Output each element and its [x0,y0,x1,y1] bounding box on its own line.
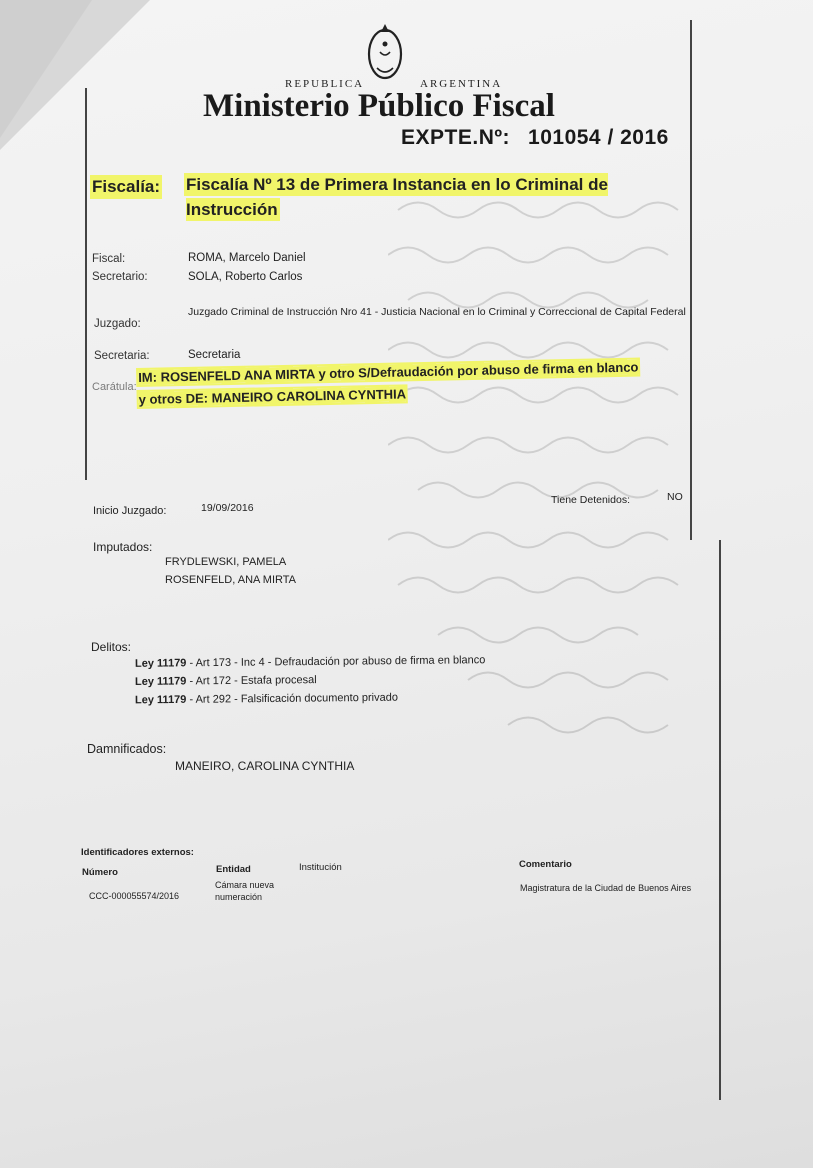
caratula-label: Carátula: [92,381,137,393]
delitos-label: Delitos: [91,640,132,654]
secretario-value: SOLA, Roberto Carlos [188,271,303,283]
header-institucion: Institución [299,862,342,873]
secretario-label: Secretario: [92,271,148,283]
secretaria-label: Secretaria: [94,350,150,362]
imputados-label: Imputados: [93,540,153,554]
expediente-number [401,126,669,150]
juzgado-value: Juzgado Criminal de Instrucción Nro 41 - Justicia Nacional en lo Criminal y Correccional de Capital Federal [188,306,686,318]
page-fold-edge [0,0,92,138]
delito-desc: - Art 172 - Estafa procesal [186,674,317,688]
argentina-text: ARGENTINA [420,78,503,90]
damnificados-label: Damnificados: [87,742,167,756]
caratula-line-1: IM: ROSENFELD ANA MIRTA y otro S/Defraudación por abuso de firma en blanco [138,359,639,385]
expte-value: 101054 / 2016 [528,126,669,149]
fiscal-label: Fiscal: [92,253,126,265]
delito-desc: - Art 292 - Falsificación documento privado [186,691,398,706]
external-id-numero: CCC-000055574/2016 [89,891,180,901]
header-entidad: Entidad [216,864,251,875]
header-numero: Número [82,867,118,878]
handwriting-bleed-through [388,180,718,780]
inicio-juzgado-label: Inicio Juzgado: [93,505,167,517]
ministerio-title: Ministerio Público Fiscal [203,88,555,124]
delito-item [135,692,398,707]
right-margin-line-lower [719,540,721,1100]
damnificado-item: MANEIRO, CAROLINA CYNTHIA [175,759,355,773]
juzgado-label: Juzgado: [94,318,141,330]
delito-ley: Ley 11179 [134,693,187,707]
secretaria-value: Secretaria [188,349,241,361]
delito-ley: Ley 11179 [134,675,187,688]
fiscalia-value-text: Fiscalía Nº 13 de Primera Instancia en lo Criminal de Instrucción [186,175,608,219]
imputado-item: ROSENFELD, ANA MIRTA [165,574,297,586]
delito-ley: Ley 11179 [134,657,187,670]
identificadores-externos-title: Identificadores externos: [81,847,194,858]
delito-desc: - Art 173 - Inc 4 - Defraudación por abuso de firma en blanco [186,654,486,670]
expte-label: EXPTE.Nº: [401,126,511,149]
right-margin-line [690,20,692,540]
national-seal-icon [362,18,408,82]
inicio-juzgado-value: 19/09/2016 [201,502,254,514]
fiscalia-value [186,172,686,222]
fiscal-value: ROMA, Marcelo Daniel [188,252,306,264]
left-margin-line [85,88,87,480]
delito-item [135,674,317,688]
external-id-entidad-line1: Cámara nueva [215,880,275,890]
external-id-entidad-line2: numeración [215,892,263,902]
imputado-item: FRYDLEWSKI, PAMELA [165,556,287,568]
tiene-detenidos-value: NO [667,491,683,503]
republica-text: REPUBLICA [285,78,365,90]
tiene-detenidos-label: Tiene Detenidos: [551,494,630,506]
external-id-comentario: Magistratura de la Ciudad de Buenos Aires [520,883,692,893]
header-comentario: Comentario [519,859,572,870]
fiscalia-label: Fiscalía: [92,177,161,196]
caratula-line-2: y otros DE: MANEIRO CAROLINA CYNTHIA [138,386,407,407]
